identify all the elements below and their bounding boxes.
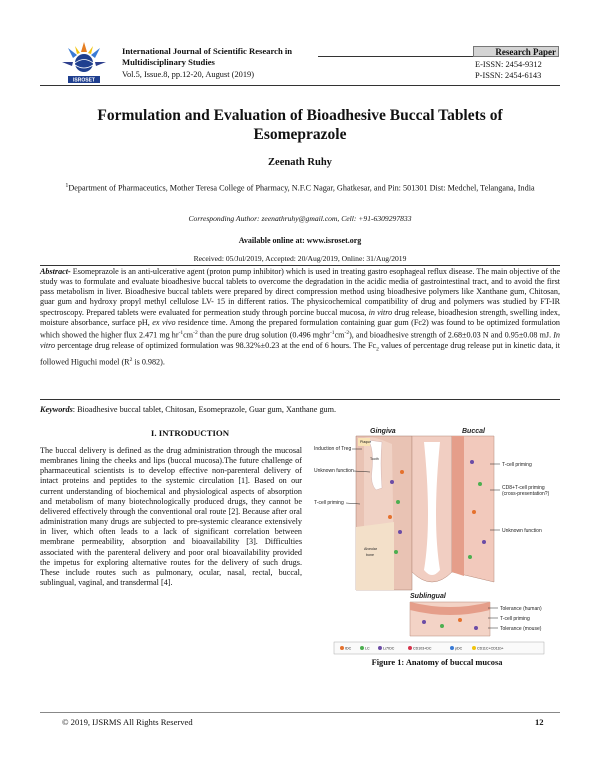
journal-name [122, 46, 337, 67]
p-issn: P-ISSN: 2454-6143 [475, 71, 542, 80]
label-tcell-left: T-cell priming [314, 500, 344, 506]
figure-caption: Figure 1: Anatomy of buccal mucosa [371, 658, 503, 667]
label-alveolar1: Alveolar [364, 547, 377, 551]
logo-text: ISROSET [73, 77, 95, 84]
corresponding-author: Corresponding Author: zeenathruhy@gmail.com, Cell: +91-6309297833 [188, 214, 412, 223]
page-number: 12 [535, 717, 544, 727]
footer-copyright: © 2019, IJSRMS All Rights Reserved [62, 717, 193, 727]
logo-sphere [75, 54, 93, 72]
legend-item: CD11C+CD11b+ [477, 646, 504, 651]
e-issn: E-ISSN: 2454-9312 [475, 60, 542, 69]
label-tolerance-human: Tolerance (human) [500, 606, 542, 612]
label-tcell-sub: T-cell priming [500, 616, 530, 622]
label-sublingual: Sublingual [410, 593, 446, 600]
legend-item: IDC [345, 646, 352, 651]
journal-logo [58, 38, 110, 88]
label-cd8-line1: CD8+T-cell priming [502, 485, 545, 491]
footer-rule [40, 712, 560, 713]
legend-item: pDC [455, 646, 463, 651]
affiliation: $^1$Department of Pharmaceutics, Mother Teresa College of Pharmacy, N.F.C Nagar, Ghatkesar, and Pin: 501301 Dist: Medchel, Telangana, India [65, 183, 535, 193]
legend-item: LC [365, 646, 370, 651]
alveolar-bone [356, 522, 394, 590]
keywords: Keywords: Bioadhesive buccal tablet, Chitosan, Esomeprazole, Guar gum, Xanthane gum. [40, 405, 337, 414]
keywords-label: Keywords [40, 405, 73, 414]
abstract-bottom-rule [40, 399, 560, 400]
author-name: Zeenath Ruhy [268, 157, 332, 168]
legend-item: Lc*IDC [383, 646, 395, 651]
label-cd8-line2: (cross-presentation?) [502, 491, 550, 497]
header-rule [40, 85, 560, 86]
label-gingiva: Gingiva [370, 428, 396, 435]
journal-name-line1: International Journal of Scientific Research in [122, 46, 293, 56]
abstract: Abstract- Esomeprazole is an anti-ulcerative agent (proton pump inhibitor) which is used in treating gastro esophageal reflux disease. The main objective of the study was to formulate and evaluate bioadhesive buccal tablets to overcome the degradation in the acidic media of gastrointestinal tract, and to avoid the first pass metabolism in liver. Bioadhesive buccal tablets were prepared by direct compression method using bioadhesive polymers like Xanthane gum, Chitosan, guar gum and hydroxy propyl methyl cellulose LV- 15 in different ratios. The physicochemical compatibility of drug and polymers was studied by FT-IR spectroscopy. Prepared tablets were evaluated for permeation study through porcine buccal mucosa, in vitro drug release, bioadhesion strength, swelling index, moisture absorbance, surface pH, ex vivo residence time. Among the prepared formulation containing guar gum (Fc2) was found to be optimized formulation which showed the higher flux 2.471 mg $hr^{-1}cm^{-2}$ than the pure drug solution (0.496 $mghr^{-1}cm^{-2}$), and bioadhesive strength of 2.68±0.03 N and 0.95±0.08 mJ. In vitro percentage drug release of optimized formulation was 98.32%±0.23 at the end of 6 hours. The $Fc_2$ values of percentage drug release put in kinetic data, it followed Higuchi model ($R^2$ is 0.982). [40, 267, 560, 367]
label-plaque: Plaque [360, 440, 372, 444]
figure-legend [334, 642, 544, 654]
figure-buccal-anatomy [312, 422, 562, 658]
label-tooth: Tooth [370, 457, 379, 461]
label-alveolar2: bone [366, 553, 374, 557]
abstract-label: Abstract- [40, 267, 71, 276]
available-online: Available online at: www.isroset.org [238, 236, 362, 245]
label-tolerance-mouse: Tolerance (mouse) [500, 626, 542, 632]
label-buccal: Buccal [462, 428, 485, 435]
label-unknown-left: Unknown function [314, 468, 354, 474]
label-induction-treg: Induction of Treg [314, 446, 352, 452]
introduction-text: The buccal delivery is defined as the drug administration through the mucosal membranes lining the cheeks and lips (buccal mucosa).The future challenge of pharmaceutical scientists is to develop effective non-parenteral delivery of intact proteins and peptides to the systemic circulation [1]. Based on our current understanding of biochemical and physiological aspects of absorption and metabolism of many biotechnologically produced drugs, they cannot be delivered effectively through the conventional oral route [2]. Because after oral administration many drugs are subjected to pre-systemic clearance extensively in liver, which often leads to a lack of significant correlation between membrane permeability, absorption and bioavailability [3]. Difficulties associated with the parenteral delivery and poor oral bioavailability provided the impetus for exploring alternative routes for the delivery of such drugs. These include routes such as pulmonary, ocular, nasal, rectal, buccal, sublingual, vaginal, and transdermal [4]. [40, 446, 302, 588]
received-dates: Received: 05/Jul/2019, Accepted: 20/Aug/2019, Online: 31/Aug/2019 [193, 254, 407, 263]
volume-info: Vol.5, Issue.8, pp.12-20, August (2019) [122, 70, 254, 79]
label-tcell-right: T-cell priming [502, 462, 532, 468]
issn-block [475, 59, 542, 81]
label-unknown-right: Unknown function [502, 528, 542, 534]
legend-item: CD103+DC [413, 646, 432, 651]
abstract-top-rule [40, 265, 560, 266]
header-line [318, 56, 473, 57]
paper-title: Formulation and Evaluation of Bioadhesive Buccal Tablets of Esomeprazole [97, 107, 503, 143]
paper-type-badge: Research Paper [473, 46, 559, 57]
section-heading: I. INTRODUCTION [150, 428, 230, 438]
journal-name-line2: Multidisciplinary Studies [122, 56, 215, 67]
